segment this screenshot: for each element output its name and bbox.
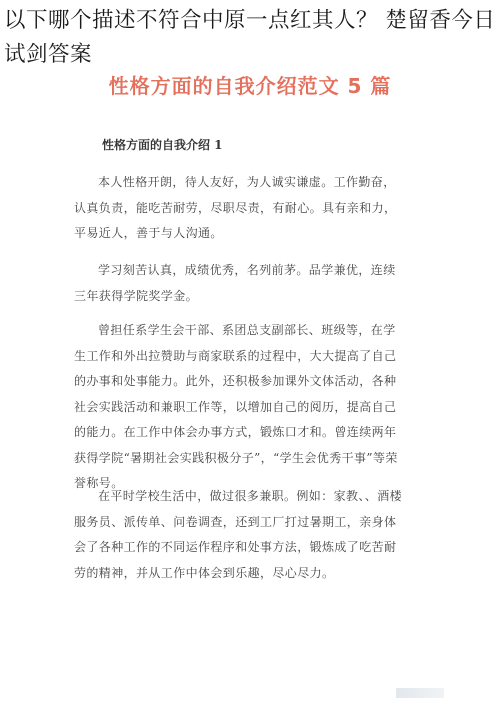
paragraph-4: 在平时学校生活中，做过很多兼职。例如：家教、、酒楼服务员、派传单、问卷调查，还到工厂打过暑期工，亲身体会了各种工作的不同运作程序和处事方法，锻炼成了吃苦耐劳的精神，并从工作中体会到乐趣，尽心尽力。 [74,489,403,580]
paragraph-3: 曾担任系学生会干部、系团总支副部长、班级等，在学生工作和外出拉赞助与商家联系的过程中，大大提高了自己的办事和处事能力。此外，还积极参加课外文体活动，各种社会实践活动和兼职工作等，以增加自己的阅历，提高自己的能力。在工作中体会办事方式，锻炼口才和。曾连续两年获得学院“暑期社会实践积极分子”，“学生会优秀干事”等荣誉称号。 [74,323,398,490]
paragraph-1: 本人性格开朗，待人友好，为人诚实谦虚。工作勤奋，认真负责，能吃苦耐劳，尽职尽责，有耐心。具有亲和力，平易近人，善于与人沟通。 [74,175,397,240]
paragraph-2: 学习刻苦认真，成绩优秀，名列前茅。品学兼优，连续三年获得学院奖学金。 [74,263,396,303]
page-headline: 以下哪个描述不符合中原一点红其人？ 楚留香今日试剑答案 [4,8,496,67]
document-title: 性格方面的自我介绍范文 5 篇 [108,74,392,98]
watermark-logo [396,688,444,698]
section-title: 性格方面的自我介绍 1 [102,138,223,152]
